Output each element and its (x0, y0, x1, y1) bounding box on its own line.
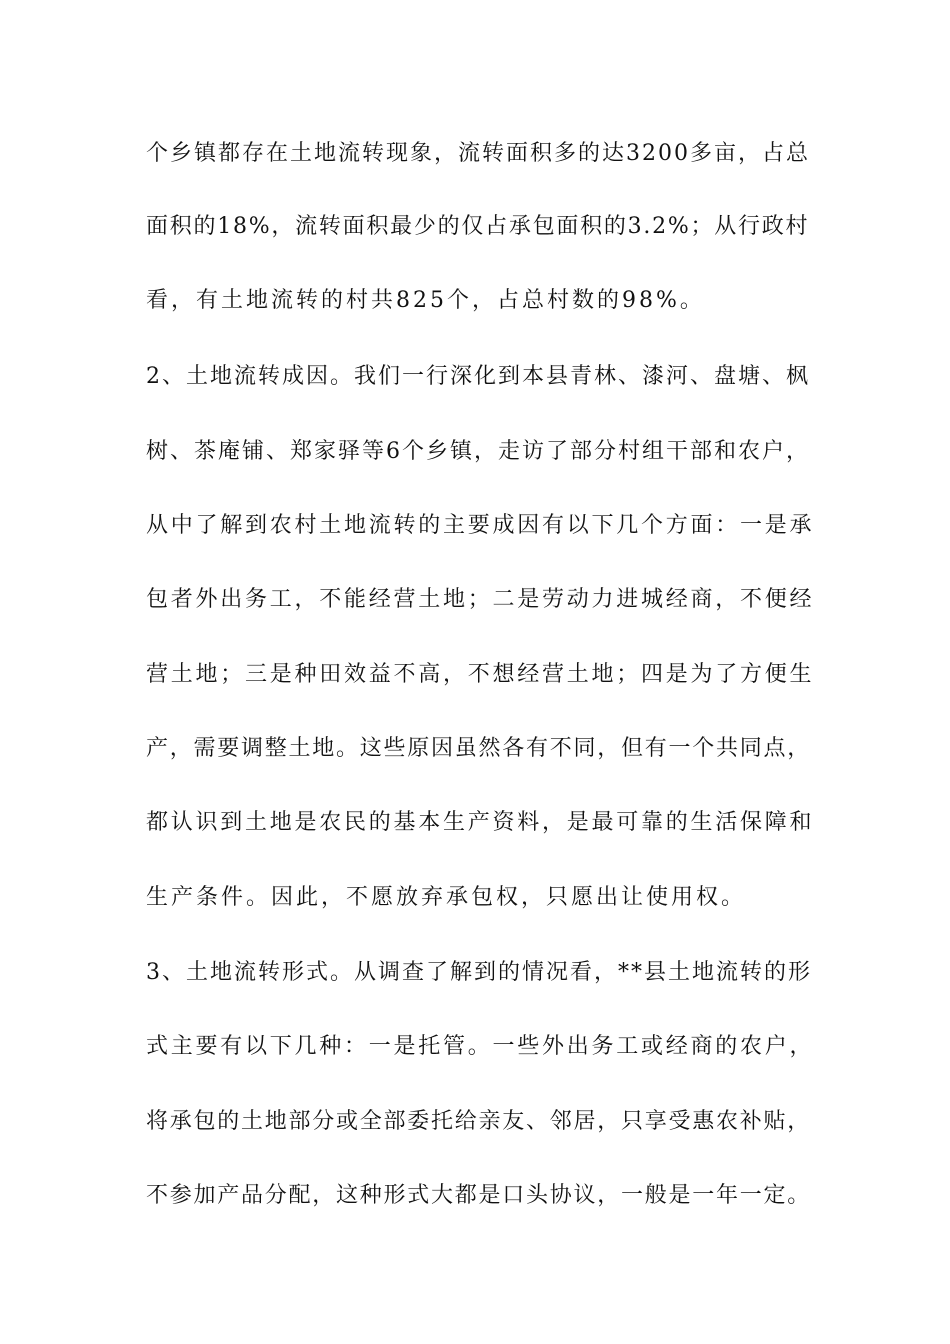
text-line: 式主要有以下几种：一是托管。一些外出务工或经商的农户， (146, 1034, 815, 1059)
text-line: 看，有土地流转的村共825个，占总村数的98%。 (146, 288, 705, 313)
text-line: 产，需要调整土地。这些原因虽然各有不同，但有一个共同点， (146, 736, 812, 761)
text-line: 营土地；三是种田效益不高，不想经营土地；四是为了方便生 (146, 662, 815, 687)
text-line: 不参加产品分配，这种形式大都是口头协议，一般是一年一定。 (146, 1183, 812, 1208)
text-line: 生产条件。因此，不愿放弃承包权，只愿出让使用权。 (146, 885, 747, 910)
text-line: 包者外出务工，不能经营土地；二是劳动力进城经商，不便经 (146, 587, 815, 612)
text-line: 个乡镇都存在土地流转现象，流转面积多的达3200多亩，占总 (146, 141, 810, 166)
text-line: 将承包的土地部分或全部委托给亲友、邻居，只享受惠农补贴， (146, 1109, 812, 1134)
text-line: 都认识到土地是农民的基本生产资料，是最可靠的生活保障和 (146, 810, 815, 835)
text-line: 3、土地流转形式。从调查了解到的情况看，**县土地流转的形 (146, 960, 812, 985)
text-line: 2、土地流转成因。我们一行深化到本县青林、漆河、盘塘、枫 (146, 364, 810, 389)
text-line: 树、茶庵铺、郑家驿等6个乡镇，走访了部分村组干部和农户， (146, 439, 810, 464)
text-line: 面积的18%，流转面积最少的仅占承包面积的3.2%；从行政村 (146, 214, 810, 239)
text-line: 从中了解到农村土地流转的主要成因有以下几个方面：一是承 (146, 513, 815, 538)
